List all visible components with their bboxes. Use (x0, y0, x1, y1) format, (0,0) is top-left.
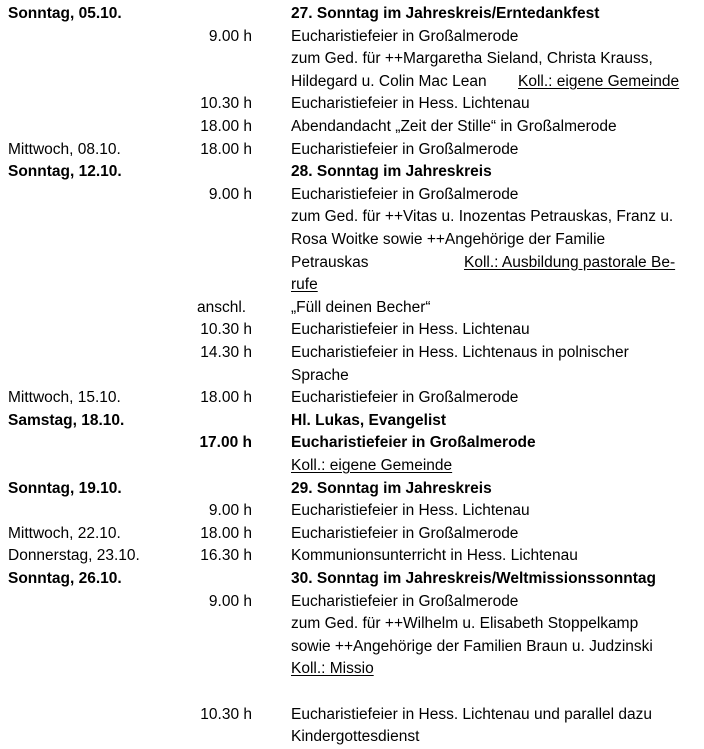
event-description: 28. Sonntag im Jahreskreis (291, 163, 492, 181)
day-label: Mittwoch, 22.10. (8, 524, 121, 542)
day-label: Mittwoch, 15.10. (8, 389, 121, 407)
event-description: Hildegard u. Colin Mac Lean (291, 72, 487, 90)
day-label: Sonntag, 05.10. (8, 5, 122, 22)
event-description: Eucharistiefeier in Hess. Lichtenau (291, 95, 530, 113)
schedule-line (0, 704, 704, 727)
schedule-line (0, 116, 704, 139)
time-label: 18.00 h (200, 118, 252, 135)
schedule-line (0, 591, 704, 614)
schedule-line (0, 139, 704, 162)
collection-note: Koll.: Ausbildung pastorale Be- (464, 253, 676, 271)
event-description: „Füll deinen Becher“ (291, 298, 431, 316)
schedule-line (0, 342, 704, 365)
day-label: Samstag, 18.10. (8, 411, 125, 429)
schedule-line (0, 274, 704, 297)
schedule-line (0, 252, 704, 275)
event-description: Eucharistiefeier in Hess. Lichtenaus in polnischer (291, 344, 629, 361)
schedule-line (0, 613, 704, 636)
time-label: 16.30 h (200, 547, 252, 565)
schedule-line (0, 432, 704, 455)
time-label: 10.30 h (200, 321, 252, 339)
time-label: 9.00 h (208, 185, 252, 203)
schedule-line (0, 161, 704, 184)
time-label: 18.00 h (200, 524, 252, 542)
collection-note: Koll.: eigene Gemeinde (518, 72, 680, 90)
schedule-line (0, 93, 704, 116)
event-description: Eucharistiefeier in Großalmerode (291, 185, 519, 203)
day-label: Donnerstag, 23.10. (8, 547, 140, 565)
time-label: 10.30 h (200, 95, 252, 113)
event-description: Hl. Lukas, Evangelist (291, 411, 447, 429)
schedule-line (0, 26, 704, 49)
time-label: 9.00 h (208, 27, 252, 45)
schedule-line (0, 71, 704, 94)
event-description: Eucharistiefeier in Hess. Lichtenau und parallel dazu (291, 705, 653, 723)
event-description: Eucharistiefeier in Großalmerode (291, 592, 519, 610)
schedule-line (0, 184, 704, 207)
time-label: 17.00 h (199, 434, 252, 452)
collection-note: Koll.: eigene Gemeinde (291, 457, 453, 474)
collection-note: rufe (291, 276, 318, 294)
event-description: Kindergottesdienst (291, 728, 420, 746)
event-description: Eucharistiefeier in Großalmerode (291, 140, 519, 158)
schedule-line (0, 206, 704, 229)
schedule-line (0, 410, 704, 433)
event-description: zum Ged. für ++Vitas u. Inozentas Petrauskas, Franz u. (291, 208, 674, 226)
schedule-line (0, 681, 704, 704)
time-label: 9.00 h (208, 592, 252, 610)
collection-note: Koll.: Missio (291, 660, 374, 678)
schedule-line (0, 545, 704, 568)
event-description: zum Ged. für ++Margaretha Sieland, Christa Krauss, (291, 50, 653, 68)
event-description: Sprache (291, 366, 349, 384)
schedule-line (0, 636, 704, 659)
time-label: anschl. (197, 298, 247, 316)
schedule-line (0, 658, 704, 681)
time-label: 10.30 h (200, 705, 252, 723)
time-label: 18.00 h (200, 140, 252, 158)
day-label: Mittwoch, 08.10. (8, 140, 121, 158)
event-description: sowie ++Angehörige der Familien Braun u. Judzinski (291, 637, 653, 655)
event-description: Eucharistiefeier in Hess. Lichtenau (291, 502, 530, 520)
time-label: 9.00 h (208, 502, 252, 520)
schedule-line (0, 3, 704, 26)
event-description: Abendandacht „Zeit der Stille“ in Großalmerode (291, 118, 617, 135)
event-description: Kommunionsunterricht in Hess. Lichtenau (291, 547, 578, 565)
schedule-line (0, 478, 704, 501)
event-description: Eucharistiefeier in Großalmerode (291, 434, 536, 452)
event-description: 30. Sonntag im Jahreskreis/Weltmissionssonntag (291, 570, 656, 587)
event-description: 29. Sonntag im Jahreskreis (291, 479, 492, 497)
event-description: Rosa Woitke sowie ++Angehörige der Familie (291, 231, 606, 248)
time-label: 18.00 h (200, 389, 252, 407)
schedule-line (0, 523, 704, 546)
schedule-line (0, 455, 704, 478)
day-label: Sonntag, 12.10. (8, 163, 122, 181)
schedule-line (0, 365, 704, 388)
day-label: Sonntag, 19.10. (8, 479, 122, 497)
schedule-line (0, 568, 704, 591)
event-description: Eucharistiefeier in Großalmerode (291, 27, 519, 45)
schedule-line (0, 48, 704, 71)
event-description: Eucharistiefeier in Hess. Lichtenau (291, 321, 530, 339)
schedule-line (0, 726, 704, 749)
schedule-line (0, 297, 704, 320)
time-label: 14.30 h (200, 344, 252, 361)
schedule-line (0, 387, 704, 410)
schedule-line (0, 229, 704, 252)
event-description: zum Ged. für ++Wilhelm u. Elisabeth Stoppelkamp (291, 615, 639, 633)
event-description: Petrauskas (291, 253, 369, 271)
schedule-line (0, 500, 704, 523)
event-description: 27. Sonntag im Jahreskreis/Erntedankfest (291, 5, 600, 22)
event-description: Eucharistiefeier in Großalmerode (291, 524, 519, 542)
event-description: Eucharistiefeier in Großalmerode (291, 389, 519, 407)
schedule-line (0, 319, 704, 342)
day-label: Sonntag, 26.10. (8, 570, 122, 587)
